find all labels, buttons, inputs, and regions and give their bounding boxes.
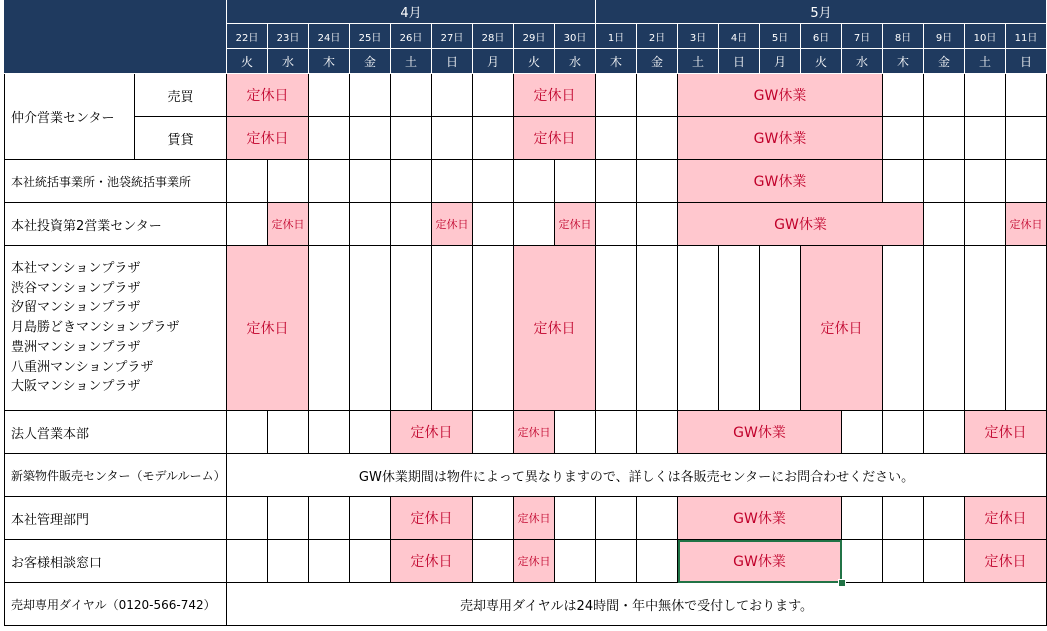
day-header: 27日 — [432, 24, 473, 49]
empty-day-cell — [473, 540, 514, 583]
day-header: 22日 — [227, 24, 268, 49]
day-header: 7日 — [842, 24, 883, 49]
day-header: 30日 — [555, 24, 596, 49]
regular-holiday-cell: 定休日 — [268, 203, 309, 246]
gw-closure-cell: GW休業 — [678, 203, 924, 246]
empty-day-cell — [883, 497, 924, 540]
empty-day-cell — [965, 160, 1006, 203]
month-header: 5月 — [596, 0, 1047, 24]
regular-holiday-cell: 定休日 — [432, 203, 473, 246]
empty-day-cell — [842, 497, 883, 540]
empty-day-cell — [883, 117, 924, 160]
regular-holiday-cell: 定休日 — [965, 540, 1047, 583]
empty-day-cell — [924, 497, 965, 540]
empty-day-cell — [555, 411, 596, 454]
notice-text: GW休業期間は物件によって異なりますので、詳しくは各販売センターにお問合わせください。 — [227, 454, 1047, 497]
selection-fill-handle[interactable] — [838, 579, 846, 587]
day-header: 23日 — [268, 24, 309, 49]
weekday-header: 火 — [514, 49, 555, 74]
weekday-header: 日 — [719, 49, 760, 74]
empty-day-cell — [883, 246, 924, 411]
weekday-header: 金 — [637, 49, 678, 74]
empty-day-cell — [637, 246, 678, 411]
empty-day-cell — [637, 540, 678, 583]
empty-day-cell — [842, 540, 883, 583]
empty-day-cell — [965, 117, 1006, 160]
empty-day-cell — [473, 203, 514, 246]
empty-day-cell — [350, 540, 391, 583]
empty-day-cell — [965, 203, 1006, 246]
regular-holiday-cell: 定休日 — [965, 411, 1047, 454]
day-header: 3日 — [678, 24, 719, 49]
weekday-header: 日 — [432, 49, 473, 74]
empty-day-cell — [924, 74, 965, 117]
empty-day-cell — [596, 540, 637, 583]
empty-day-cell — [309, 74, 350, 117]
empty-day-cell — [268, 411, 309, 454]
gw-closure-cell: GW休業 — [678, 160, 883, 203]
empty-day-cell — [432, 117, 473, 160]
day-header: 9日 — [924, 24, 965, 49]
weekday-header: 金 — [350, 49, 391, 74]
department-label: 本社投資第2営業センター — [4, 203, 227, 246]
header-corner — [4, 0, 227, 74]
regular-holiday-cell: 定休日 — [1006, 203, 1047, 246]
empty-day-cell — [555, 497, 596, 540]
empty-day-cell — [473, 74, 514, 117]
empty-day-cell — [965, 246, 1006, 411]
empty-day-cell — [924, 117, 965, 160]
empty-day-cell — [1006, 74, 1047, 117]
empty-day-cell — [596, 117, 637, 160]
day-header: 26日 — [391, 24, 432, 49]
empty-day-cell — [514, 203, 555, 246]
empty-day-cell — [1006, 246, 1047, 411]
empty-day-cell — [719, 246, 760, 411]
empty-day-cell — [637, 411, 678, 454]
notice-text: 売却専用ダイヤルは24時間・年中無休で受付しております。 — [227, 583, 1047, 626]
empty-day-cell — [924, 160, 965, 203]
department-label: 本社管理部門 — [4, 497, 227, 540]
empty-day-cell — [350, 497, 391, 540]
gw-closure-cell: GW休業 — [678, 74, 883, 117]
day-header: 28日 — [473, 24, 514, 49]
regular-holiday-cell: 定休日 — [555, 203, 596, 246]
gw-closure-cell[interactable]: GW休業 — [678, 540, 842, 583]
empty-day-cell — [391, 160, 432, 203]
regular-holiday-cell: 定休日 — [227, 74, 309, 117]
empty-day-cell — [555, 160, 596, 203]
department-label: お客様相談窓口 — [4, 540, 227, 583]
empty-day-cell — [924, 411, 965, 454]
weekday-header: 土 — [965, 49, 1006, 74]
weekday-header: 水 — [268, 49, 309, 74]
department-label — [4, 246, 227, 411]
empty-day-cell — [473, 117, 514, 160]
regular-holiday-cell: 定休日 — [391, 540, 473, 583]
day-header: 5日 — [760, 24, 801, 49]
empty-day-cell — [596, 411, 637, 454]
empty-day-cell — [473, 160, 514, 203]
regular-holiday-cell: 定休日 — [801, 246, 883, 411]
department-label-line: 渋谷マンションプラザ — [11, 280, 141, 296]
empty-day-cell — [1006, 117, 1047, 160]
weekday-header: 火 — [227, 49, 268, 74]
empty-day-cell — [514, 160, 555, 203]
empty-day-cell — [883, 411, 924, 454]
empty-day-cell — [924, 246, 965, 411]
empty-day-cell — [350, 74, 391, 117]
empty-day-cell — [432, 246, 473, 411]
regular-holiday-cell: 定休日 — [965, 497, 1047, 540]
regular-holiday-cell: 定休日 — [514, 74, 596, 117]
department-label: 新築物件販売センター（モデルルーム） — [4, 454, 227, 497]
department-label-line: 汐留マンションプラザ — [11, 300, 141, 316]
gw-closure-cell: GW休業 — [678, 411, 842, 454]
empty-day-cell — [596, 160, 637, 203]
empty-day-cell — [391, 74, 432, 117]
weekday-header: 土 — [678, 49, 719, 74]
empty-day-cell — [391, 117, 432, 160]
empty-day-cell — [432, 74, 473, 117]
empty-day-cell — [268, 540, 309, 583]
empty-day-cell — [883, 74, 924, 117]
department-label: 本社統括事業所・池袋統括事業所 — [4, 160, 227, 203]
department-label: 仲介営業センター — [4, 74, 135, 160]
empty-day-cell — [965, 74, 1006, 117]
day-header: 6日 — [801, 24, 842, 49]
empty-day-cell — [473, 246, 514, 411]
empty-day-cell — [760, 246, 801, 411]
weekday-header: 木 — [883, 49, 924, 74]
empty-day-cell — [678, 246, 719, 411]
empty-day-cell — [227, 160, 268, 203]
empty-day-cell — [227, 540, 268, 583]
regular-holiday-cell: 定休日 — [227, 246, 309, 411]
weekday-header: 月 — [473, 49, 514, 74]
empty-day-cell — [473, 497, 514, 540]
empty-day-cell — [350, 160, 391, 203]
weekday-header: 火 — [801, 49, 842, 74]
empty-day-cell — [596, 203, 637, 246]
empty-day-cell — [309, 540, 350, 583]
empty-day-cell — [596, 497, 637, 540]
gw-closure-cell: GW休業 — [678, 117, 883, 160]
empty-day-cell — [391, 203, 432, 246]
empty-day-cell — [596, 246, 637, 411]
sub-category-label: 賃貸 — [135, 117, 227, 160]
empty-day-cell — [432, 160, 473, 203]
empty-day-cell — [350, 246, 391, 411]
empty-day-cell — [596, 74, 637, 117]
day-header: 1日 — [596, 24, 637, 49]
empty-day-cell — [473, 411, 514, 454]
regular-holiday-cell: 定休日 — [514, 497, 555, 540]
day-header: 8日 — [883, 24, 924, 49]
weekday-header: 木 — [309, 49, 350, 74]
empty-day-cell — [350, 203, 391, 246]
weekday-header: 月 — [760, 49, 801, 74]
weekday-header: 木 — [596, 49, 637, 74]
department-label: 法人営業本部 — [4, 411, 227, 454]
day-header: 2日 — [637, 24, 678, 49]
regular-holiday-cell: 定休日 — [227, 117, 309, 160]
empty-day-cell — [1006, 160, 1047, 203]
department-label-line: 本社マンションプラザ — [11, 260, 141, 276]
empty-day-cell — [637, 74, 678, 117]
empty-day-cell — [637, 160, 678, 203]
empty-day-cell — [637, 497, 678, 540]
empty-day-cell — [350, 117, 391, 160]
department-label-line: 大阪マンションプラザ — [11, 379, 141, 395]
empty-day-cell — [268, 497, 309, 540]
regular-holiday-cell: 定休日 — [391, 497, 473, 540]
empty-day-cell — [309, 160, 350, 203]
day-header: 25日 — [350, 24, 391, 49]
weekday-header: 水 — [555, 49, 596, 74]
weekday-header: 日 — [1006, 49, 1047, 74]
gw-closure-cell: GW休業 — [678, 497, 842, 540]
department-label-line: 豊洲マンションプラザ — [11, 339, 141, 355]
empty-day-cell — [309, 497, 350, 540]
day-header: 29日 — [514, 24, 555, 49]
empty-day-cell — [883, 160, 924, 203]
department-label-line: 八重洲マンションプラザ — [11, 359, 154, 375]
empty-day-cell — [227, 411, 268, 454]
sub-category-label: 売買 — [135, 74, 227, 117]
regular-holiday-cell: 定休日 — [514, 540, 555, 583]
empty-day-cell — [309, 246, 350, 411]
regular-holiday-cell: 定休日 — [391, 411, 473, 454]
empty-day-cell — [555, 540, 596, 583]
month-header: 4月 — [227, 0, 596, 24]
empty-day-cell — [268, 160, 309, 203]
weekday-header: 金 — [924, 49, 965, 74]
day-header: 10日 — [965, 24, 1006, 49]
empty-day-cell — [883, 540, 924, 583]
empty-day-cell — [842, 411, 883, 454]
empty-day-cell — [637, 203, 678, 246]
department-label: 売却専用ダイヤル（0120-566-742） — [4, 583, 227, 626]
day-header: 24日 — [309, 24, 350, 49]
empty-day-cell — [309, 411, 350, 454]
empty-day-cell — [227, 497, 268, 540]
weekday-header: 土 — [391, 49, 432, 74]
empty-day-cell — [350, 411, 391, 454]
empty-day-cell — [924, 203, 965, 246]
empty-day-cell — [309, 203, 350, 246]
empty-day-cell — [924, 540, 965, 583]
regular-holiday-cell: 定休日 — [514, 246, 596, 411]
empty-day-cell — [227, 203, 268, 246]
empty-day-cell — [309, 117, 350, 160]
empty-day-cell — [391, 246, 432, 411]
weekday-header: 水 — [842, 49, 883, 74]
day-header: 11日 — [1006, 24, 1047, 49]
day-header: 4日 — [719, 24, 760, 49]
regular-holiday-cell: 定休日 — [514, 411, 555, 454]
department-label-line: 月島勝どきマンションプラザ — [11, 320, 180, 336]
regular-holiday-cell: 定休日 — [514, 117, 596, 160]
empty-day-cell — [637, 117, 678, 160]
